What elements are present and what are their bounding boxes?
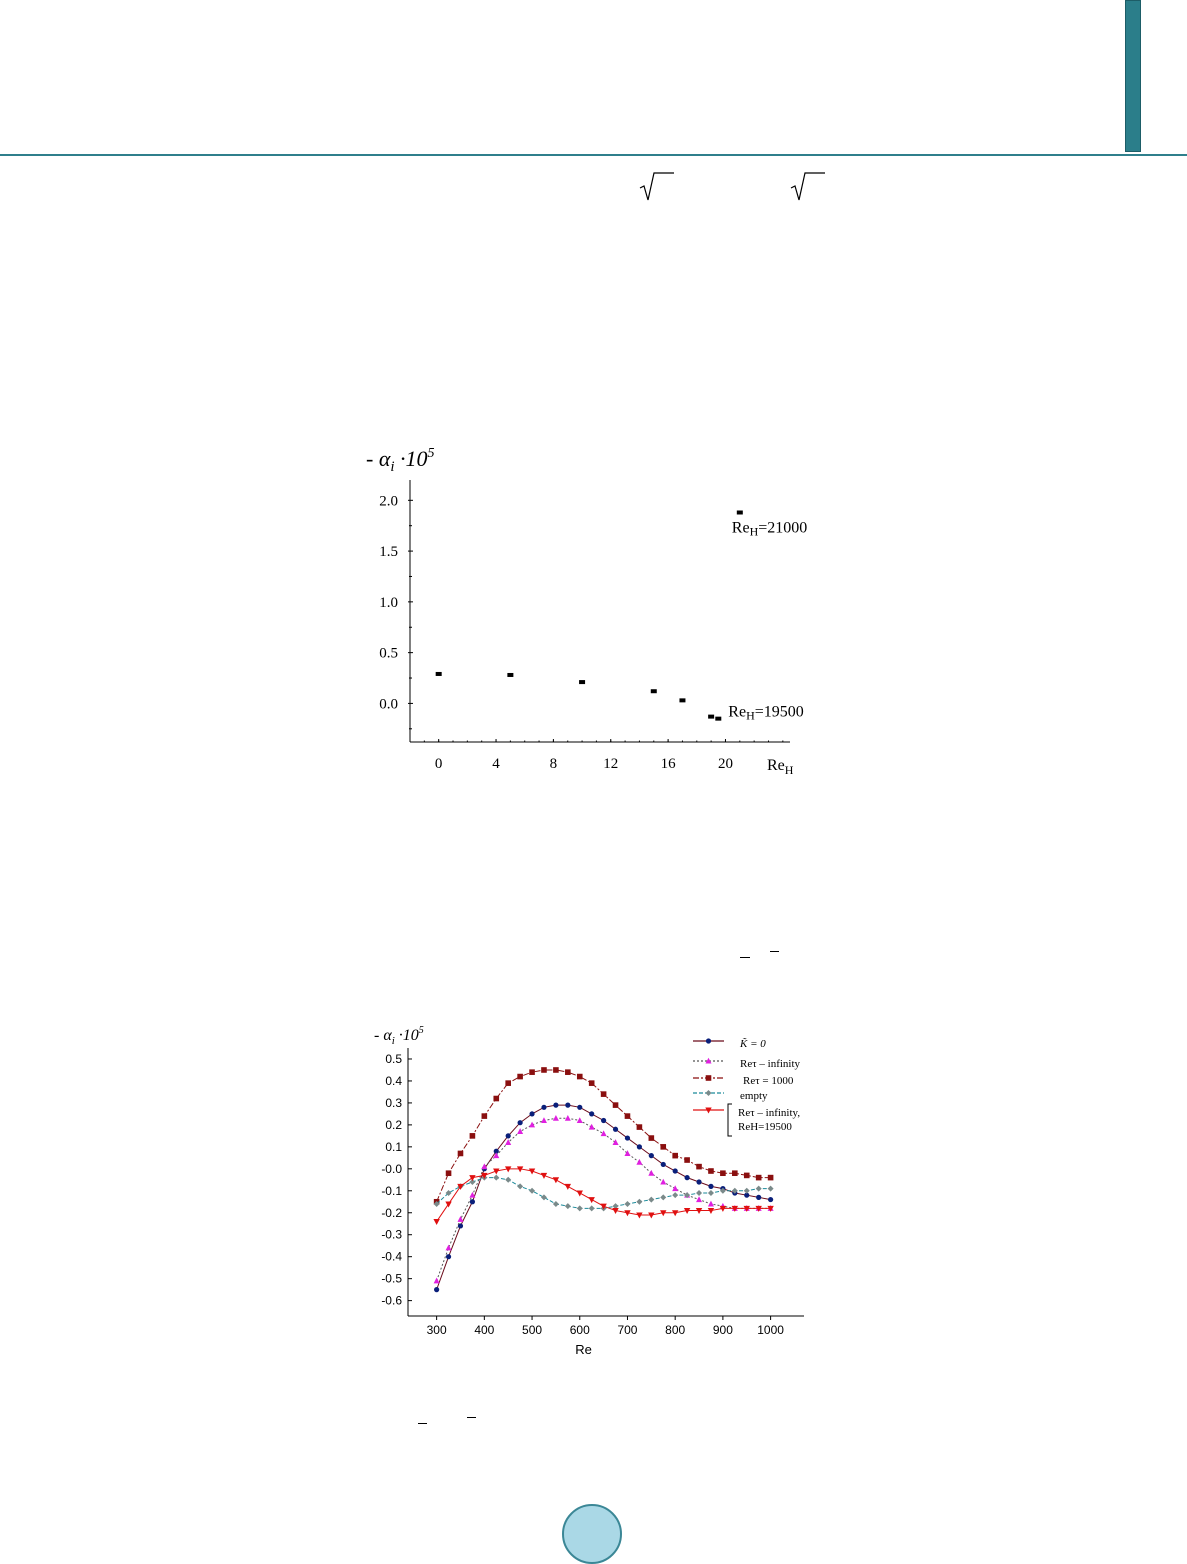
fig2-x-tick-label: 400 <box>474 1323 495 1337</box>
fig2-data-point <box>553 1177 559 1183</box>
fig2-y-tick-label: 0.3 <box>385 1095 402 1110</box>
fig2-data-point <box>768 1175 774 1181</box>
fig1-y-tick-label: 0.5 <box>379 645 398 662</box>
fig2-data-point <box>470 1133 476 1139</box>
sqrt-symbol-right <box>789 170 827 204</box>
fig2-data-point <box>493 1175 499 1181</box>
fig2-legend <box>693 1037 801 1136</box>
fig2-data-point <box>493 1152 499 1158</box>
page-number-badge <box>562 1504 622 1564</box>
fig2-y-tick-label: 0.1 <box>385 1139 402 1154</box>
fig1-data-point <box>579 680 585 684</box>
fig2-data-point <box>744 1173 750 1179</box>
fig2-data-point <box>553 1067 559 1073</box>
fig1-y-tick-label: 1.0 <box>379 594 398 611</box>
fig2-data-point <box>696 1196 702 1202</box>
fig2-data-point <box>518 1120 523 1125</box>
fig2-data-point <box>661 1162 666 1167</box>
fig2-data-point <box>541 1117 547 1123</box>
fig2-xlabel: Re <box>575 1342 592 1357</box>
fig2-data-point <box>613 1127 618 1132</box>
fig1-data-point <box>737 510 743 514</box>
fig1-data-point <box>507 673 513 677</box>
fig2-data-point <box>708 1168 714 1174</box>
fig2-data-point <box>446 1254 451 1259</box>
fig2-data-point <box>601 1130 607 1136</box>
fig2-data-point <box>577 1190 583 1196</box>
overbar-mark <box>467 1417 476 1418</box>
fig2-data-point <box>457 1216 463 1222</box>
legend-marker-2 <box>706 1075 712 1081</box>
legend-marker-3 <box>706 1090 712 1096</box>
fig2-data-point <box>517 1128 523 1134</box>
fig1-data-point <box>651 689 657 693</box>
fig2-ylabel: - $\alpha_i \cdot 10^5$ <box>374 1025 424 1047</box>
fig1-annotation-21000: ReH=21000 <box>731 519 808 539</box>
fig2-data-point <box>470 1199 475 1204</box>
fig2-data-point <box>434 1287 439 1292</box>
fig2-data-point <box>708 1201 714 1207</box>
sqrt-symbol-left <box>638 170 676 204</box>
fig2-data-point <box>529 1111 534 1116</box>
fig1-data-point <box>708 715 714 719</box>
fig1-x-tick-label: 16 <box>660 756 676 772</box>
fig2-data-point <box>577 1105 582 1110</box>
fig2-data-point <box>529 1188 535 1194</box>
fig2-data-point <box>601 1091 607 1097</box>
fig2-y-tick-label: -0.5 <box>381 1271 402 1286</box>
journal-header-tab <box>1125 0 1141 152</box>
fig2-data-point <box>601 1118 606 1123</box>
fig2-data-point <box>636 1159 642 1165</box>
fig2-y-tick-label: 0.5 <box>385 1051 402 1066</box>
fig2-data-point <box>756 1195 761 1200</box>
fig2-data-point <box>625 1113 631 1119</box>
fig2-data-point <box>648 1197 654 1203</box>
fig2-data-point <box>505 1080 511 1086</box>
fig2-x-tick-label: 500 <box>522 1323 543 1337</box>
overbar-mark <box>418 1423 427 1424</box>
fig2-data-point <box>649 1153 654 1158</box>
fig2-data-point <box>708 1190 714 1196</box>
fig2-data-point <box>660 1179 666 1185</box>
legend-label-ret-infinity-reh: Reτ – infinity, <box>738 1107 801 1119</box>
legend-label-empty: empty <box>740 1090 768 1102</box>
fig2-y-tick-label: -0.1 <box>381 1183 402 1198</box>
fig2-data-point <box>493 1096 499 1102</box>
fig2-data-point <box>660 1144 666 1150</box>
fig2-data-point <box>708 1184 713 1189</box>
overbar-mark <box>740 957 750 958</box>
fig2-data-point <box>565 1115 571 1121</box>
fig1-x-tick-label: 4 <box>492 756 500 772</box>
fig2-data-point <box>672 1210 678 1216</box>
fig2-data-point <box>433 1219 439 1225</box>
fig2-data-point <box>565 1184 571 1190</box>
fig2-data-point <box>517 1183 523 1189</box>
legend-label-reh-19500: ReH=19500 <box>738 1121 792 1133</box>
fig1-data-point <box>679 698 685 702</box>
fig2-x-tick-label: 800 <box>665 1323 686 1337</box>
fig2-data-point <box>684 1157 690 1163</box>
fig2-y-tick-label: 0.4 <box>385 1073 402 1088</box>
fig2-data-point <box>541 1067 547 1073</box>
fig2-y-tick-label: -0.0 <box>381 1161 402 1176</box>
legend-label-ret-infinity: Reτ – infinity <box>740 1058 801 1070</box>
fig2-data-point <box>673 1168 678 1173</box>
fig2-data-point <box>565 1203 571 1209</box>
fig2-data-point <box>696 1190 702 1196</box>
fig2-x-tick-label: 900 <box>712 1323 733 1337</box>
fig1-data-point <box>436 672 442 676</box>
fig1-x-tick-label: 8 <box>549 756 558 772</box>
fig2-data-point <box>506 1133 511 1138</box>
fig2-data-point <box>589 1111 594 1116</box>
overbar-mark <box>770 951 779 952</box>
figure-1-scatter <box>350 440 830 785</box>
fig2-data-point <box>660 1194 666 1200</box>
fig2-data-point <box>458 1151 464 1157</box>
fig2-data-point <box>624 1150 630 1156</box>
fig2-data-point <box>553 1201 559 1207</box>
fig2-x-tick-label: 300 <box>426 1323 447 1337</box>
fig2-data-point <box>553 1103 558 1108</box>
fig2-data-point <box>768 1197 773 1202</box>
fig2-data-point <box>685 1175 690 1180</box>
fig2-data-point <box>588 1197 594 1203</box>
fig2-data-point <box>613 1102 619 1108</box>
fig2-series-line-4 <box>437 1169 771 1222</box>
fig2-data-point <box>541 1194 547 1200</box>
fig1-x-tick-label: 12 <box>603 756 619 772</box>
fig2-data-point <box>756 1175 762 1181</box>
fig2-data-point <box>637 1124 643 1130</box>
fig1-ylabel: - $\alpha_i \cdot 10^5$ <box>366 446 435 475</box>
header-divider <box>0 154 1187 156</box>
fig2-data-point <box>756 1186 762 1192</box>
fig2-data-point <box>625 1135 630 1140</box>
fig2-data-point <box>732 1170 738 1176</box>
fig2-data-point <box>529 1069 535 1075</box>
fig2-data-point <box>696 1164 702 1170</box>
fig2-data-point <box>672 1153 678 1159</box>
fig1-data-point <box>715 717 721 721</box>
fig2-x-tick-label: 700 <box>617 1323 638 1337</box>
fig2-data-point <box>624 1201 630 1207</box>
legend-label-k0: K̃ = 0 <box>740 1038 766 1050</box>
fig2-y-tick-label: -0.2 <box>381 1205 402 1220</box>
legend-bracket <box>728 1104 732 1136</box>
fig2-y-tick-label: 0.2 <box>385 1117 402 1132</box>
fig2-data-point <box>589 1205 595 1211</box>
fig2-data-point <box>446 1170 452 1176</box>
fig1-x-tick-label: 20 <box>717 756 733 772</box>
fig2-data-point <box>517 1074 523 1080</box>
fig1-annotation-19500: ReH=19500 <box>728 703 804 723</box>
fig2-data-point <box>577 1074 583 1080</box>
figure-2-line-chart <box>360 1018 820 1363</box>
fig2-data-point <box>482 1113 488 1119</box>
fig1-y-tick-label: 0.0 <box>379 696 398 713</box>
fig2-data-point <box>648 1170 654 1176</box>
fig2-data-point <box>649 1135 655 1141</box>
fig2-data-point <box>696 1179 701 1184</box>
fig2-y-tick-label: -0.3 <box>381 1227 402 1242</box>
legend-marker-0 <box>706 1038 711 1043</box>
fig2-data-point <box>553 1115 559 1121</box>
fig2-data-point <box>768 1186 774 1192</box>
fig2-data-point <box>672 1192 678 1198</box>
fig2-data-point <box>589 1080 595 1086</box>
legend-label-ret-1000: Reτ = 1000 <box>743 1075 794 1087</box>
fig2-data-point <box>720 1170 726 1176</box>
fig1-x-tick-label: 0 <box>434 756 443 772</box>
fig2-y-tick-label: -0.6 <box>381 1293 402 1308</box>
fig2-data-point <box>589 1124 595 1130</box>
fig2-x-tick-label: 600 <box>569 1323 590 1337</box>
fig2-data-point <box>446 1245 452 1251</box>
fig2-data-point <box>637 1144 642 1149</box>
fig2-series <box>433 1067 773 1292</box>
fig2-data-point <box>613 1139 619 1145</box>
fig2-y-tick-label: -0.4 <box>381 1249 402 1264</box>
fig2-series-line-1 <box>437 1118 771 1281</box>
fig1-axes <box>379 480 790 772</box>
fig2-data-point <box>577 1117 583 1123</box>
fig2-data-point <box>636 1199 642 1205</box>
fig1-xlabel: $Re_H$ <box>767 757 794 777</box>
fig2-data-point <box>672 1185 678 1191</box>
fig1-marks <box>436 510 743 720</box>
fig2-data-point <box>469 1175 475 1181</box>
fig2-data-point <box>434 1278 440 1284</box>
fig1-y-tick-label: 1.5 <box>379 544 398 561</box>
fig2-data-point <box>565 1069 571 1075</box>
fig2-data-point <box>565 1103 570 1108</box>
fig2-data-point <box>541 1105 546 1110</box>
fig2-data-point <box>744 1188 750 1194</box>
fig2-data-point <box>505 1177 511 1183</box>
fig2-data-point <box>577 1205 583 1211</box>
fig1-y-tick-label: 2.0 <box>379 493 398 510</box>
fig2-x-tick-label: 1000 <box>757 1323 784 1337</box>
